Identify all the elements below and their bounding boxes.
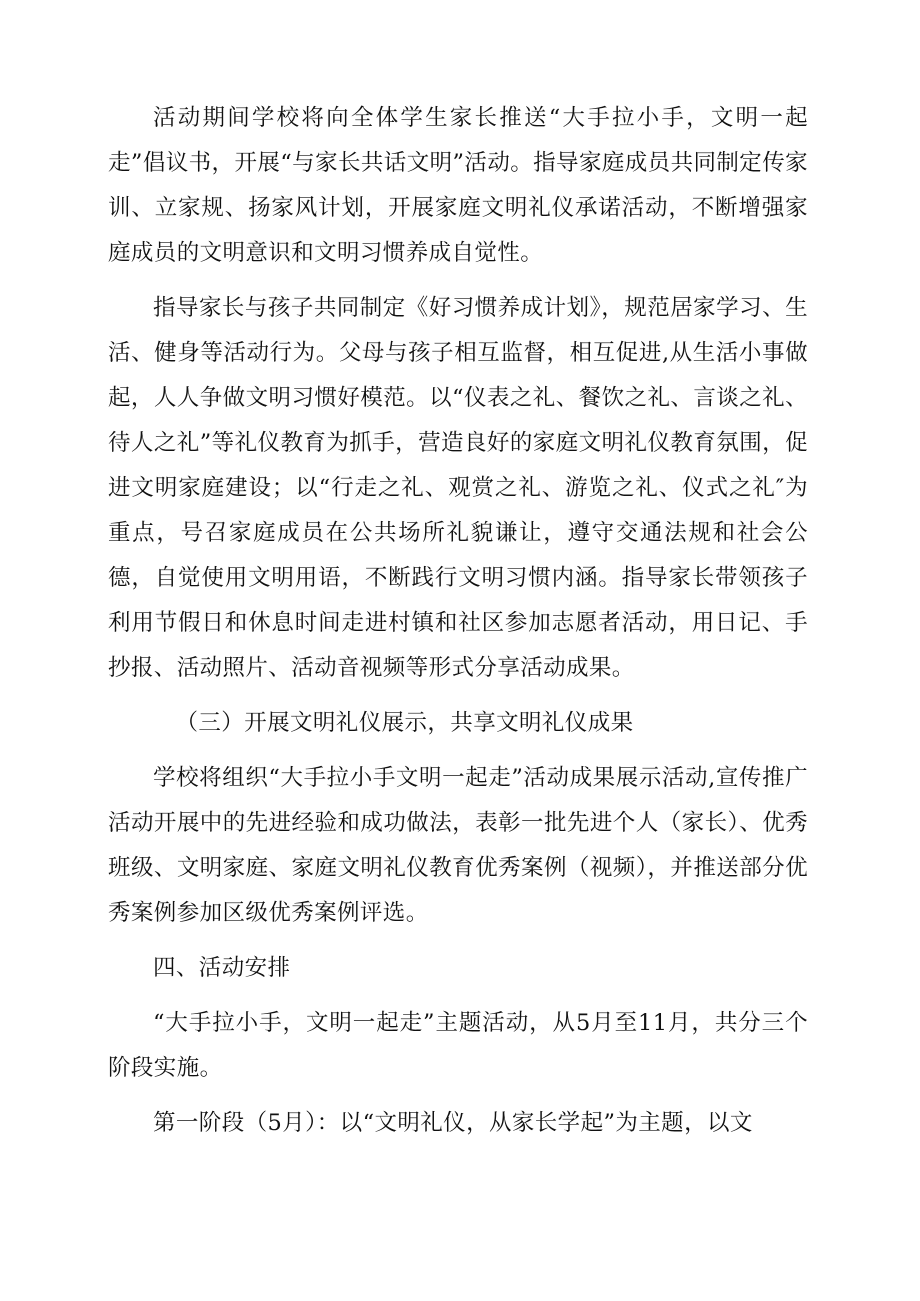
section-heading-4: 四、活动安排 <box>153 955 291 981</box>
section-heading-3: （三）开展文明礼仪展示，共享文明礼仪成果 <box>175 710 634 736</box>
paragraph-parent-initiative: 活动期间学校将向全体学生家长推送“大手拉小手，文明一起走”倡议书，开展“与家长共话文明”活动。指导家庭成员共同制定传家训、立家规、扬家风计划，开展家庭文明礼仪承诺活动，不断增强家庭成员的文明意识和文明习惯养成自觉性。 <box>108 105 808 266</box>
paragraph-habit-plan: 指导家长与孩子共同制定《好习惯养成计划》，规范居家学习、生活、健身等活动行为。父母与孩子相互监督，相互促进,从生活小事做起，人人争做文明习惯好模范。以“仪表之礼、餐饮之礼、言谈之礼、待人之礼”等礼仪教育为抓手，营造良好的家庭文明礼仪教育氛围，促进文明家庭建设；以“行走之礼、观赏之礼、游览之礼、仪式之礼″为重点，号召家庭成员在公共场所礼貌谦让，遵守交通法规和社会公德，自觉使用文明用语，不断践行文明习惯内涵。指导家长带领孩子利用节假日和休息时间走进村镇和社区参加志愿者活动，用日记、手抄报、活动照片、活动音视频等形式分享活动成果。 <box>108 295 808 681</box>
paragraph-phase-one: 第一阶段（5月）：以“文明礼仪，从家长学起”为主题，以文 <box>153 1110 753 1136</box>
paragraph-schedule-intro: “大手拉小手，文明一起走”主题活动，从5月至11月，共分三个阶段实施。 <box>108 1010 808 1081</box>
document-body <box>108 96 808 1146</box>
paragraph-showcase: 学校将组织“大手拉小手文明一起走”活动成果展示活动,宣传推广活动开展中的先进经验和成功做法，表彰一批先进个人（家长）、优秀班级、文明家庭、家庭文明礼仪教育优秀案例（视频），并推送部分优秀案例参加区级优秀案例评选。 <box>108 765 808 926</box>
